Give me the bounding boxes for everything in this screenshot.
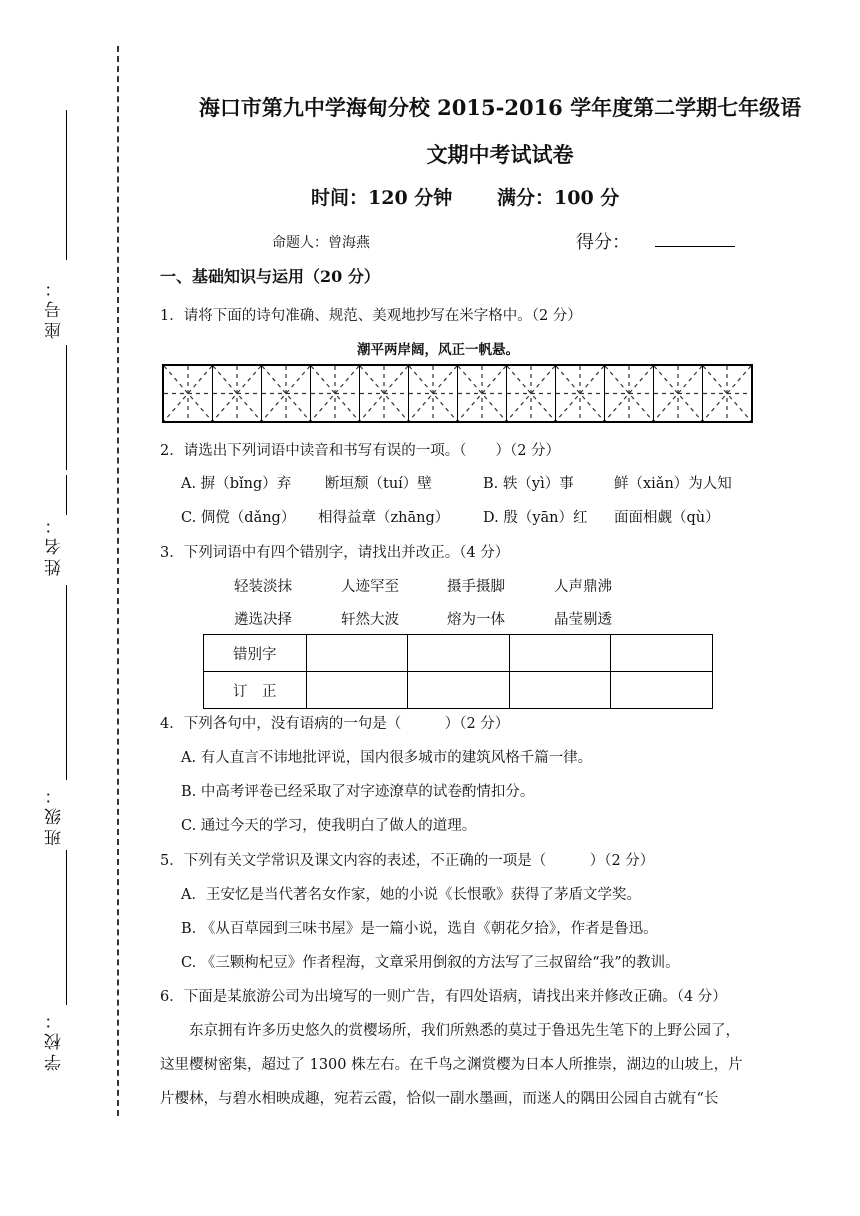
school-rule xyxy=(66,985,67,1005)
q3-word: 晶莹剔透 xyxy=(554,612,612,628)
q2-option-a-word2: 断垣颓（tuí）壁 xyxy=(325,476,432,492)
passage-line: 片樱林，与碧水相映成趣，宛若云霞，恰似一副水墨画，而迷人的隅田公园自古就有“长 xyxy=(160,1091,719,1107)
answer-cell[interactable] xyxy=(306,635,408,672)
score-blank[interactable] xyxy=(655,246,735,247)
mi-grid-cell[interactable] xyxy=(458,366,507,421)
q3-word: 熔为一体 xyxy=(447,612,505,628)
q3-word: 轩然大波 xyxy=(341,612,399,628)
exam-time: 时间：120 分钟 xyxy=(311,187,453,209)
section-title: 一、基础知识与运用（20 分） xyxy=(160,267,380,286)
class-rule xyxy=(66,760,67,780)
question-3-prompt: 3．下列词语中有四个错别字，请找出并改正。（4 分） xyxy=(160,545,510,561)
q3-word: 摄手摄脚 xyxy=(447,579,505,595)
question-5-prompt: 5．下列有关文学常识及课文内容的表述，不正确的一项是（ ）（2 分） xyxy=(160,853,655,869)
mi-grid-cell[interactable] xyxy=(311,366,360,421)
answer-cell[interactable] xyxy=(408,635,510,672)
question-4-prompt: 4．下列各句中，没有语病的一句是（ ）（2 分） xyxy=(160,716,510,732)
binding-dashed-line xyxy=(117,46,119,1116)
q5-option-c: C. 《三颗枸杞豆》作者程海，文章采用倒叙的方法写了三叔留给“我”的教训。 xyxy=(181,955,680,971)
q2-option-b-word2: 鲜（xiǎn）为人知 xyxy=(614,476,732,492)
q4-option-c: C. 通过今天的学习，使我明白了做人的道理。 xyxy=(181,818,477,834)
answer-cell[interactable] xyxy=(611,635,713,672)
seat-rule xyxy=(66,110,67,260)
seat-label: 座号： xyxy=(45,276,65,340)
mi-grid-cell[interactable] xyxy=(360,366,409,421)
question-2-prompt: 2．请选出下列词语中读音和书写有误的一项。（ ）（2 分） xyxy=(160,443,561,459)
mi-grid-cell[interactable] xyxy=(213,366,262,421)
q2-option-c-word2: 相得益章（zhāng） xyxy=(318,510,450,526)
mi-grid-cell[interactable] xyxy=(507,366,556,421)
question-6-prompt: 6．下面是某旅游公司为出境写的一则广告，有四处语病，请找出来并修改正确。（4 分） xyxy=(160,989,727,1005)
q5-option-b: B. 《从百草园到三味书屋》是一篇小说，选自《朝花夕拾》，作者是鲁迅。 xyxy=(181,921,658,937)
seat-rule-lower xyxy=(66,345,67,470)
question-1-prompt: 1．请将下面的诗句准确、规范、美观地抄写在米字格中。（2 分） xyxy=(160,308,582,324)
q2-option-d-word2: 面面相觑（qù） xyxy=(614,510,720,526)
mi-grid-cell[interactable] xyxy=(164,366,213,421)
table-row xyxy=(204,672,713,709)
exam-full-score: 满分：100 分 xyxy=(497,187,620,209)
q4-option-a: A. 有人直言不讳地批评说，国内很多城市的建筑风格千篇一律。 xyxy=(181,750,593,766)
correction-table xyxy=(203,634,713,709)
exam-author: 命题人：曾海燕 xyxy=(272,235,370,251)
class-rule-lower xyxy=(66,850,67,985)
answer-cell[interactable] xyxy=(306,672,408,709)
mi-grid-cell[interactable] xyxy=(703,366,751,421)
mi-character-grid[interactable] xyxy=(162,364,753,423)
class-label: 班级： xyxy=(45,783,65,847)
answer-cell[interactable] xyxy=(611,672,713,709)
passage-line: 东京拥有许多历史悠久的赏樱场所，我们所熟悉的莫过于鲁迅先生笔下的上野公园了， xyxy=(189,1023,740,1039)
q2-option-d-word1: D. 殷（yān）红 xyxy=(483,510,588,526)
q2-option-a-word1: A. 摒（bǐng）弃 xyxy=(181,476,292,492)
mi-grid-cell[interactable] xyxy=(654,366,703,421)
row-label-wrong: 错别字 xyxy=(204,635,307,672)
table-row xyxy=(204,635,713,672)
q3-word: 人迹罕至 xyxy=(341,579,399,595)
mi-grid-cell[interactable] xyxy=(262,366,311,421)
q5-option-a: A．王安忆是当代著名女作家，她的小说《长恨歌》获得了茅盾文学奖。 xyxy=(181,887,641,903)
answer-cell[interactable] xyxy=(509,635,611,672)
row-label-correct: 订 正 xyxy=(204,672,307,709)
name-rule-lower xyxy=(66,585,67,760)
passage-line: 这里樱树密集，超过了 1300 株左右。在千鸟之渊赏樱为日本人所推崇，湖边的山坡上，片 xyxy=(160,1057,743,1073)
answer-cell[interactable] xyxy=(408,672,510,709)
q2-option-b-word1: B. 轶（yì）事 xyxy=(483,476,574,492)
q4-option-b: B. 中高考评卷已经采取了对字迹潦草的试卷酌情扣分。 xyxy=(181,784,535,800)
mi-grid-cell[interactable] xyxy=(556,366,605,421)
q3-word: 人声鼎沸 xyxy=(554,579,612,595)
school-label: 学校： xyxy=(45,1008,65,1072)
poem-line: 潮平两岸阔，风正一帆悬。 xyxy=(357,342,519,358)
score-label: 得分： xyxy=(576,232,630,253)
name-label: 姓名： xyxy=(45,513,65,577)
exam-title-line2: 文期中考试试卷 xyxy=(426,142,574,167)
answer-cell[interactable] xyxy=(509,672,611,709)
q3-word: 轻装淡抹 xyxy=(234,579,292,595)
q3-word: 遴选决择 xyxy=(234,612,292,628)
mi-grid-cell[interactable] xyxy=(409,366,458,421)
exam-title-line1: 海口市第九中学海甸分校 2015-2016 学年度第二学期七年级语 xyxy=(198,95,802,120)
q2-option-c-word1: C. 倜傥（dǎng） xyxy=(181,510,296,526)
mi-grid-cell[interactable] xyxy=(605,366,654,421)
